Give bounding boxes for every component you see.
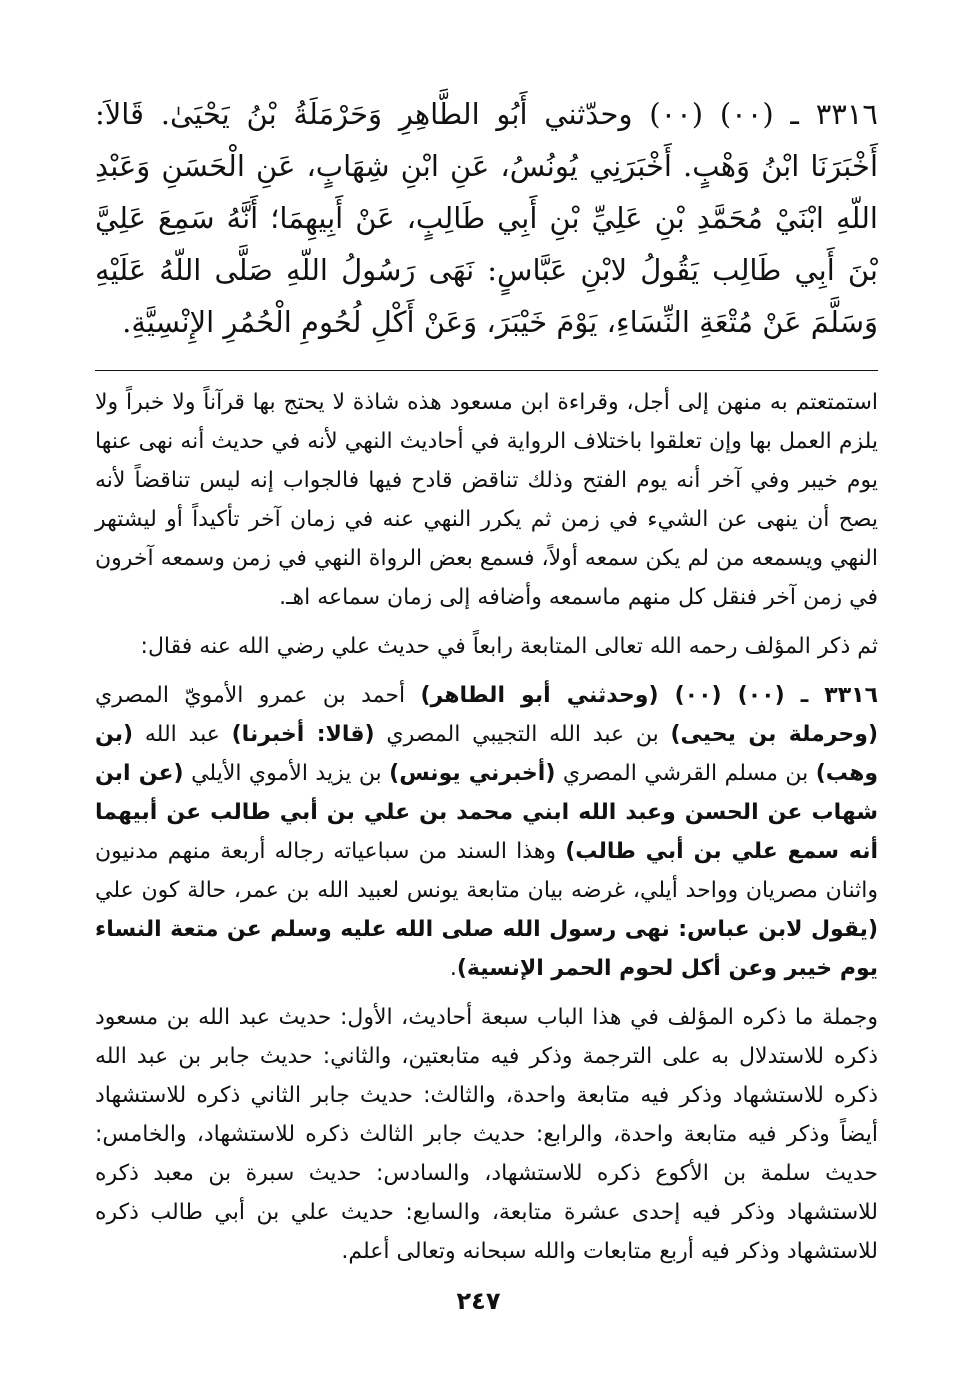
hadith-body: وحدّثني أَبُو الطَّاهِرِ وَحَرْمَلَةُ بْنُ يَحْيَىٰ. قَالاَ: أَخْبَرَنَا ابْنُ وَهْبٍ. أَخْبَرَنِي يُونُسُ، عَنِ ابْنِ شِهَابٍ، عَنِ الْحَسَنِ وَعَبْدِ اللّهِ ابْنَيْ مُحَمَّدِ بْنِ عَلِيِّ بْنِ أَبِي طَالِبٍ، عَنْ أَبِيهِمَا؛ أَنَّهُ سَمِعَ عَلِيَّ بْنَ أَبِي طَالِب يَقُولُ لابْنِ عَبَّاسٍ: نَهَى رَسُولُ اللّهِ صَلَّى اللّهُ عَلَيْهِ وَسَلَّمَ عَنْ مُتْعَةِ النِّسَاءِ، يَوْمَ خَيْبَرَ، وَعَنْ أَكْلِ لُحُومِ الْحُمُرِ الإِنْسِيَّةِ. xyxy=(95,97,878,339)
period: . xyxy=(449,956,457,981)
matn-text: (يقول لابن عباس: نهى رسول الله صلى الله عليه وسلم عن متعة النساء يوم خيبر وعن أكل لحوم الحمر الإنسية) xyxy=(95,917,878,981)
commentary-paragraph-4: وجملة ما ذكره المؤلف في هذا الباب سبعة أحاديث، الأول: حديث عبد الله بن مسعود ذكره للاستدلال به على الترجمة وذكر فيه متابعتين، والثاني: حديث جابر بن عبد الله ذكره للاستشهاد وذكر فيه متابعة واحدة، والثالث: حديث جابر الثاني ذكره للاستشهاد أيضاً وذكر فيه متابعة واحدة، والرابع: حديث جابر الثالث ذكره للاستشهاد، والخامس: حديث سلمة بن الأكوع ذكره للاستشهاد، والسادس: حديث سبرة بن معبد ذكره للاستشهاد وذكر فيه إحدى عشرة متابعة، والسابع: حديث علي بن أبي طالب ذكره للاستشهاد وذكر فيه أربع متابعات والله سبحانه وتعالى أعلم. xyxy=(95,1005,878,1264)
isnad-note: وهذا السند من سباعياته رجاله أربعة منهم مدنيون واثنان مصريان وواحد أيلي، غرضه بيان متابعة يونس لعبيد الله بن عمر، حالة كون علي xyxy=(95,839,878,903)
hadith-number-bold: ٣٣١٦ ـ (٠٠) (٠٠) (وحدثني أبو الطاهر) xyxy=(420,683,879,708)
commentary xyxy=(95,383,878,1271)
footnote-divider xyxy=(95,370,878,371)
narrator-name: (وحرملة بن يحيى) xyxy=(670,722,879,747)
narrator-name: (بن وهب) xyxy=(95,722,879,786)
hadith-number: ٣٣١٦ ـ (٠٠) (٠٠) xyxy=(649,97,878,131)
narrator-note: بن عبد الله التجيبي المصري xyxy=(374,722,671,747)
narration-phrase: (أخبرني يونس) xyxy=(389,761,556,786)
hadith-text xyxy=(95,88,878,348)
commentary-paragraph-1: استمتعتم به منهن إلى أجل، وقراءة ابن مسعود هذه شاذة لا يحتج بها قرآناً ولا خبراً ولا يلزم العمل بها وإن تعلقوا باختلاف الرواية في أحاديث النهي لأنه في حديث أنه نهى عنها يوم خيبر وفي آخر أنه يوم الفتح وذلك تناقض قادح فيها فالجواب إنه ليس تناقضاً لأنه يصح أن ينهى عن الشيء في زمن ثم يكرر النهي عنه في زمان آخر تأكيداً أو ليشتهر النهي ويسمعه من لم يكن سمعه أولاً، فسمع بعض الرواة النهي في زمن وسمعه آخرون في زمن آخر فنقل كل منهم ماسمعه وأضافه إلى زمان سماعه اهـ. xyxy=(95,390,878,610)
narrator-note: بن يزيد الأموي الأيلي xyxy=(183,761,390,786)
page-number: ٢٤٧ xyxy=(456,1287,501,1315)
narrator-note: بن مسلم القرشي المصري xyxy=(555,761,816,786)
narration-phrase: (قالا: أخبرنا) xyxy=(231,722,375,747)
commentary-paragraph-2: ثم ذكر المؤلف رحمه الله تعالى المتابعة رابعاً في حديث علي رضي الله عنه فقال: xyxy=(140,634,878,659)
commentary-paragraph-3 xyxy=(95,676,878,988)
narrator-note: عبد الله xyxy=(133,722,232,747)
isnad-chain: (عن ابن شهاب عن الحسن وعبد الله ابني محمد بن علي بن أبي طالب عن أبيهما أنه سمع علي بن أبي طالب) xyxy=(95,761,879,864)
page-content xyxy=(95,88,878,1271)
narrator-note: أحمد بن عمرو الأمويّ المصري xyxy=(95,683,421,708)
